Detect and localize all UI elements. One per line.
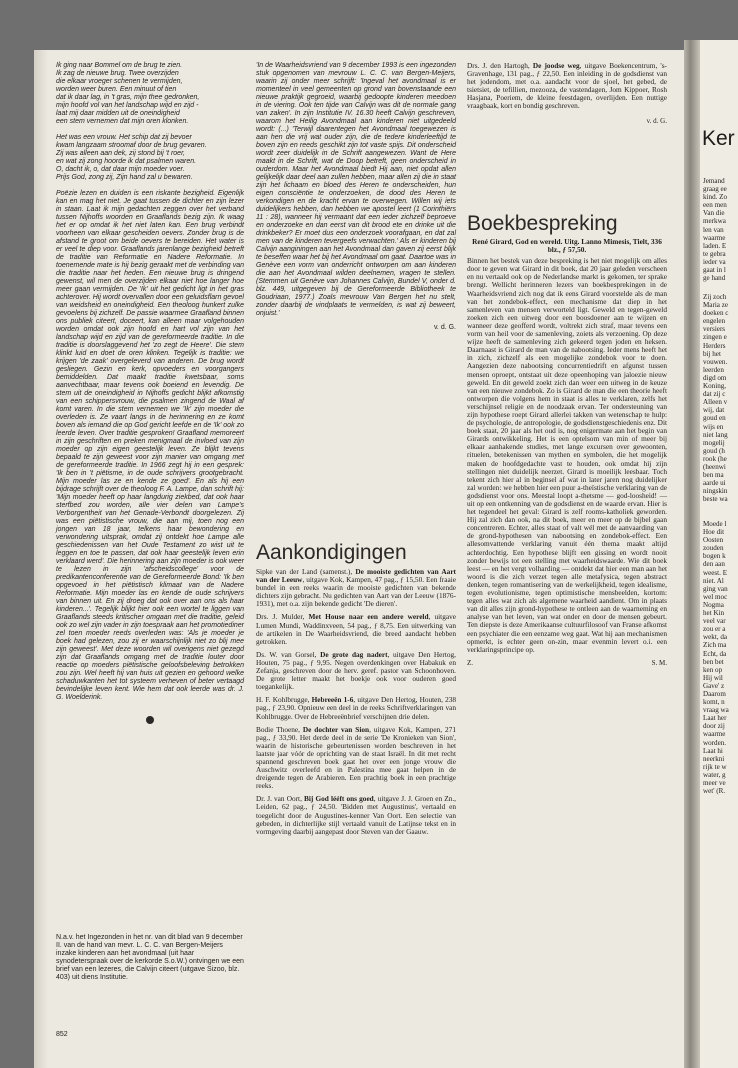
poem-stanza-2: Het was een vrouw. Het schip dat zij bevoer kwam langzaam stroomaf door de brug gevaren. Zij was alleen aan dek, zij stond bij 't roer, en wat zij zong hoorde ik dat psalmen waren. O, dacht ik, o, dat daar mijn moeder voer. Prijs God, zong zij, Zijn hand zal u bewaren. xyxy=(56,134,207,181)
announcement-item: Drs. J. den Hartogh, De joodse weg, uitgave Boekencentrum, 's-Gravenhage, 131 pag., ƒ 22,50. Een inleiding in de godsdienst van het jodendom, met o.a. aandacht voor de sjoel, het gebed, de tsietsiet, de tefillien, mezooza, de vastendagen, Jom Kippoer, Rosh Hasjana, Poeriem, de kleine feestdagen, overlijden. Een nuttige vraagbaak, kort en bondig geschreven. xyxy=(467,61,667,111)
book-review xyxy=(467,238,667,667)
book-citation: René Girard, God en wereld. Uitg. Lanno Mimesis, Tielt, 336 blz., ƒ 57,50. xyxy=(472,237,662,255)
poem-stanza-1: Ik ging naar Bommel om de brug te zien. Ik zag de nieuwe brug. Twee overzijden die elkaar vroeger schenen te vermijden, worden weer buren. Een minuut of tien dat ik daar lag, in 't gras, mijn thee gedronken, mijn hoofd vol van het landschap wijd en zijd - laat mij daar midden uit de oneindigheid een stem vernemen dat mijn oren klonken. xyxy=(56,62,200,125)
column-2-letter xyxy=(256,62,456,332)
signature: v. d. G. xyxy=(433,324,456,331)
signature: v. d. G. xyxy=(646,116,667,125)
column-1 xyxy=(56,62,244,738)
section-divider-dot xyxy=(146,716,154,724)
footnote: N.a.v. het Ingezonden in het nr. van dit blad van 9 december II. van de hand van mevr. L. C. C. van Bergen-Meijers inzake kinderen aan het avondmaal (uit haar synodeterspraak over de kerkorde S.o.W.) ontvingen we een brief van een lezeres, die Calvijn citeert (uitgave Sizoo, blz. 403) uit diens Institutie. xyxy=(56,934,244,981)
announcement-item: Ds. W. van Gorsel, De grote dag nadert, uitgave Den Hertog, Houten, 75 pag., ƒ 9,95. Negen overdenkingen over Habakuk en Zefanja, geschreven door de herv. geref. pastor van Schoonhoven. De grote letter maakt het boekje ook voor ouderen goed toegankelijk. xyxy=(256,649,456,692)
announcement-item: Drs. J. Mulder, Met House naar een andere wereld, uitgave Lumen Mundi, Waddinxveen, 54 pag., ƒ 8,75. Een uitwerking van de artikelen in De Waarheidsvriend, die breed aandacht hebben getrokken. xyxy=(256,612,456,646)
review-body: Binnen het bestek van deze bespreking is het niet mogelijk om alles door te geven wat Girard in dit boek, dat 20 jaar geleden verscheen en nu vertaald ook op de Nederlandse markt is gekomen, ter sprake brengt. Wellicht herinneren lezers van boekbesprekingen in de Waarheidsvriend zich nog dat ik eens Girard voorstelde als de man van het zondebok-effect, een mechanisme dat diep in het samenleven van mensen verworteld ligt. Geweld en tegen-geweld zoeken zich een uitweg door een boosdoener aan te wijzen en wanneer deze geofferd wordt, voltrekt zich straf, maar tevens een vorm van heil voor de samenleving, zoiets als verzoening. Op deze wijze heeft de samenleving zich gekeerd tegen joden en heksen. Daarnaast is Girard de man van de nabootsing. Ieder mens heeft het in zich, zichzelf als een mogelijke zondebok voor te doen. Aangezien deze nabootsing concurrentiedrift en afgunst tussen mensen oproept, ontstaat uit deze opeenhoping van jaloezie nieuw geweld. En dit geweld zoekt zich dan weer een uitweg in de keuze van een nieuwe zondebok. Zo is Girard de man die een theorie heeft ontworpen die volgens hem in staat is alles te verklaren, zelfs het verschijnsel religie en de noodzaak ervan. Ter ondersteuning van zijn hypothese roept Girard allerlei takken van wetenschap te hulp: de psychologie, de antropologie, de godsdienstgeschiedenis enz. Dit boek staat, 20 jaar als het oud is, nog enigermate aan het begin van Girards ontwikkeling. Het is een optelsom van min of meer bij elkaar aanhakende studies, met lange excursen over gewoonten, rituelen, betekenissen van mythen en symbolen, die het mogelijk maken de hoofdgedachte vast te houden, ook omdat hij zijn stellingen niet duidelijk neerzet. Girard is moeilijk leesbaar. Toch tekent zich hier al in beginsel af wat in later jaren nog duidelijker zal worden: we hebben hier een puur a-theïstische verklaring van de godsdienst voor ons. Meestal loopt a-thetsme — god-loosheid! — uit op een ontkenning van de godsdienst en de waarde ervan. Hier is het tegendeel het geval: Girard is zelf rooms-katholiek geworden. Hij zal zich dan ook, na dit boek, meer en meer op de bijbel gaan concentreren. Echter, alles staat of valt wél met de aanvaarding van de grond-hypothesen van nabootsing en zondebok-effect. Een allesomvattende verklaring vanuit één thema maakt altijd achterdochtig. Een hypothese blijft een gissing en wordt nooit zonder bewijs tot een stelling met waarheidswaarde. Wie dit boek leest — en het vergt volharding — ontdekt dat hier een man aan het woord is die zich verzet tegen alle metafysica, tegen abstract denken, tegen romantisering van de werkelijkheid, tegen idealisme, tegen evolutionisme, tegen optimistische mensbeelden, kortom: tegen alles wat zich als algemene waarheid aandient. Om in plaats van dit alles zijn grond-hypothese te ontleen aan de waarneming en analyse van het leven, van wat onder en door de mensen gebeurt. Ten diepste is deze Amerikaanse cultuurfilosoof van Franse afkomst een psychiater die een eenzame weg gaat. Wat hij aan mechanismen opmerkt, is echter geen on-zin, maar evenmin levert o.i. een verklaringsprincipe op. xyxy=(467,256,667,654)
page-gutter xyxy=(684,40,700,1068)
next-page-heading: Ker xyxy=(702,127,735,150)
next-page-text-3: Moede l Hoe dit Oosten zouden bogen k den aan weest. E niet. Al ging van wel moc Nogma het Kin veel var zou er a wekt, da Zich ma Echt, da ben bet ken op Hij wil Gave' z Daarom komt, n vraag wa Laat her door zij waarme worden. Laat hi neerkni rijk te w water, g meer ve wet' (R. xyxy=(703,520,729,796)
review-signature xyxy=(467,659,667,667)
section-heading-aankondigingen: Aankondigingen xyxy=(256,541,407,564)
section-heading-boekbespreking: Boekbespreking xyxy=(467,212,618,235)
column-3 xyxy=(467,62,667,125)
article-body: Poëzie lezen en duiden is een riskante bezigheid. Eigenlijk kan en mag het niet. Je gaat tussen de dichter en zijn lezer in staan. Laat ik mijn gedachten zeggen over het verband tussen Nijhoffs woorden en Graaflands bezig zijn. Ik waag het er op omdat ik het niet laten kan. Een brug verbindt voorheen van elkaar gescheiden oevers. Zonder brug is de afstand te groot om beide oevers te bereiden. Het water is er veel te diep voor. Graaflands jarenlange bezigheid betreft de traditie van Reformatie en Nadere Reformatie. In toenemende mate is hij bezig geraakt met de verbinding van die traditie naar het heden. Een nieuwe brug is dringend gewenst, wil men de overzijden elkaar niet hoe langer hoe meer gaan vermijden. De 'Ik' uit het gedicht ligt in het gras achterover. Hij wordt overvallen door een geluidsflarn gevoel van weidsheid en oneindigheid. Een theoloog hunkert zulke gevoelens bij zichzelf. De passie waarmee Graafland binnen ons publiek citeert, doceert, kan alleen maar volgehouden worden omdat ook zijn hoofd en hart vol zijn van het landschap wijd en zijd van de gereformeerde traditie. In die traditie is doorslaggevend het 'zo zegt de Heere'. Die stem klinkt luid en doet de oren klinken. Tegelijk is traditie: we krijgen 'de zaak' overgeleverd van anderen. De brug wordt gesliegen. Gezin en kerk, opvoeders en voorgangers bemiddelden. Dat maakt traditie kwetsbaar, soms aanvechtbaar, maar tevens ook boeiend en levendig. De stem uit de oneindigheid in Nijhoffs gedicht blijkt afkomstig van een schippersvrouw, die psalmen zingend de Waal af komt varen. In die stem vernemen we 'Ik' zijn moeder die overleden is. Ze vaart langs in de herinnering en ze komt boven als iemand die op God gericht leefde en de 'Ik' ook zo leerde leven. Over traditie gesproken! Graafland memoreert in zijn geschriften en preken menigmaal de invloed van zijn moeder op zijn eigen geestelijk leven. Ze blijkt tevens bepaald te zijn geweest voor zijn manier van omgang met de gereformeerde traditie. In 1966 zegt hij in een gesprek: 'Ik ben in 't piëtisme, in de oude schrijvers grootgebracht. Mijn moeder las ze en kende ze goed'. En als hij een bijdrage schrijft over de theoloog F. A. Lampe, dan schrift hij: 'Mijn moeder heeft op haar langdurig ziekbed, dat ook haar sterfbed zou worden, alle vier delen van Lampe's Verborgentheit van het Genade-Verbondt doorgelezen. Zij was een piëtistische vrouw, die aan mij, toen nog een jongen van 18 jaar, telkens haar bewondering en verwondering uitsprak, omdat zij ontdekt hoe Lampe alle geschiedenissen van het Oude Testament zo wist uit te leggen en toe te passen, dat ook haar geestelijk leven erin verklaard werd'. Die herinnering aan zijn moeder is ook weer te lezen in zijn 'afscheidscollege' voor de predikantenconferentie van de Gereformeerde Bond: 'Ik ben opgevoed in het piëtistisch klimaat van de Nadere Reformatie. Mijn moeder las en kende de oude schrijvers van binnen uit. En zij droeg dat ook over aan ons als haar kinderen...'. Tegelijk blijkt hier ook een wortel te liggen van Graaflands steeds kritischer omgaan met die traditie, geleid ook zo wel zijn vader in zijn toespraak aan het promotiediner zel toen moeder reeds overleden was: 'Als je moeder je boek had gelezen, zou zij er waarschijnlijk niet zo blij mee zijn geweest'. Met deze woorden wil overigens niet gezegd zijn dat Graaflands omgang met de traditie louter door reactie op moeders piëtistische geloofsbeleving betrokken zou zijn. Wel heeft hij van huis uit gezien en gehoord welke schaduwkanten het tot systeem verheven of beter vertaagd bevindelijke leven kent. Wie hem dat ook leerde was dr. J. G. Woelderink. xyxy=(56,190,244,701)
announcements-list xyxy=(256,568,456,841)
announcement-item: Bodie Thoene, De dochter van Sion, uitgave Kok, Kampen, 271 pag., ƒ 33,90. Het derde deel in de serie 'De Kronieken van Sion', waarin de historische gebeurtenissen worden beschreven in het laatste jaar vóór de oprichting van de staat Israël. In dit met recht spannend geschreven boek gaat het over een jonge vrouw die Auschwitz overleefd en in Palestina mee gaat helpen in de dreigende tegen de Arabieren. Een prachtig boek in een prachtige reeks. xyxy=(256,724,456,791)
next-page-fragment xyxy=(700,40,738,1068)
announcement-item: H. F. Kohlbrugge, Hebreeën 1-6, uitgave Den Hertog, Houten, 238 pag., ƒ 23,90. Opnieuw een deel in de reeks Schriftverklaringen van Kohlbrugge. Over de Hebreeënbrief verschijnen drie delen. xyxy=(256,695,457,721)
next-page-text-2: Zij zoch Maria ze doeken c engelen versiers zingen e Herders bij het vouwen. leerden digd om Koning, dat zij c Alleen v wij, dat goud en wijs en niet lang mogelij goud (h rook (he (heenwi ben ma aarde ui ningskin beste wa xyxy=(703,293,729,504)
page-number: 852 xyxy=(56,1031,68,1038)
announcement-item: Dr. J. van Oort, Bij God lééft ons goed, uitgave J. J. Groen en Zn., Leiden, 62 pag., ƒ 24,50. 'Bidden met Augustinus', vertaald en toegelicht door de Augustines-kenner Van Oort. Een selectie van gebeden, in dichterlijke stijl vertaald vanuit de Latijnse tekst en in vormgeving daarbij aangepast door Steven van der Gaauw. xyxy=(256,794,457,836)
next-page-text-1: Jemand graag ee kind. Zo een men Van die merkwa len van waarme laden. E te gebra ieder va gaat in l ge hand xyxy=(703,177,728,283)
signature-left: Z. xyxy=(467,658,474,667)
signature-right: S. M. xyxy=(651,658,667,667)
letter-body: 'In de Waarheidsvriend van 9 december 1993 is een ingezonden stuk opgenomen van mevrouw L. C. C. van Bergen-Meijers, waarin zij onder meer schrijft: 'Ingeval het avondmaal is er momenteel in veel gemeenten op grond van bovenstaande een nieuwe praktijk gegroeid, waarbij gedoopte kinderen meedoen in de viering. Ook ten tijde van Calvijn was dit de normale gang van zaken'. In zijn Institutie IV. 16.30 heeft Calvijn geschreven, waarom het Heilig Avondmaal aan kinderen niet uitgedeeld wordt: (...) 'Terwijl daarentegen het Avondmaal toegewezen is aan hen die vrij wat ouder zijn, die de tedere kinderleeftijd te boven zijn en reeds geschikt zijn tot vaste spijs. Dit onderscheid wordt zeer duidelijk in de Schrift aangewezen. Want de Here maakt in de Schrift, wat de Doop betreft, geen onderscheid in ouderdom. Maar het Avondmaal biedt Hij aan, niet opdat allen gelijkelijk daar deel aan zullen hebben, maar allen zij die in staat zijn het lichaam en bloed des Heren te onderscheiden, hun eigen consciëntie te onderzoeken, de dood des Heren te verkondigen en de kracht ervan te overwegen. Willen wij iets duidelijkers hebben, dan hebben we apostel leert (1 Corinthiërs 11 : 28), wanneer hij vermaant dat een ieder zichzelf beproeve en onderzoeke en dan eerst van dit brood ete en drinke uit die drinkbeker? Er moet dus een onderzoek voorafgaan, en dat zal men van de kinderen tevergeefs verwachten.' Als er kinderen bij Calvijn aanginingen aan het Avondmaal dan gaven zij eerst blijk te beseffen waar het bij het Avondmaal om gaat. Daartoe was in Genève een vorm van onderricht ontworpen om aan kinderen die aan het Avondmaal wilden deelnemen, vragen te stellen. (Stemmen uit Genève van Johannes Calvijn, Bundel V, onder d. blz. 449, uitgegeven bij de Gereformeerde Bibliotheek te Goudriaan, 1977.) Zoals mevrouw Van Bergen het nu stelt, zonder daarbij de vindplaats te vermelden, is wat zij beweert, onjuist.' xyxy=(256,62,456,317)
announcement-item: Sipke van der Land (samenst.), De mooiste gedichten van Aart van der Leeuw, uitgave Kok, Kampen, 47 pag., ƒ 15,50. Een fraaie bundel in een reeks waarin de mooiste gedichten van bekende dichters zijn gebracht. Nu gedichten van Aart van der Leeuw (1876-1931), met o.a. zijn bekende gedicht 'De dieren'. xyxy=(256,567,456,609)
